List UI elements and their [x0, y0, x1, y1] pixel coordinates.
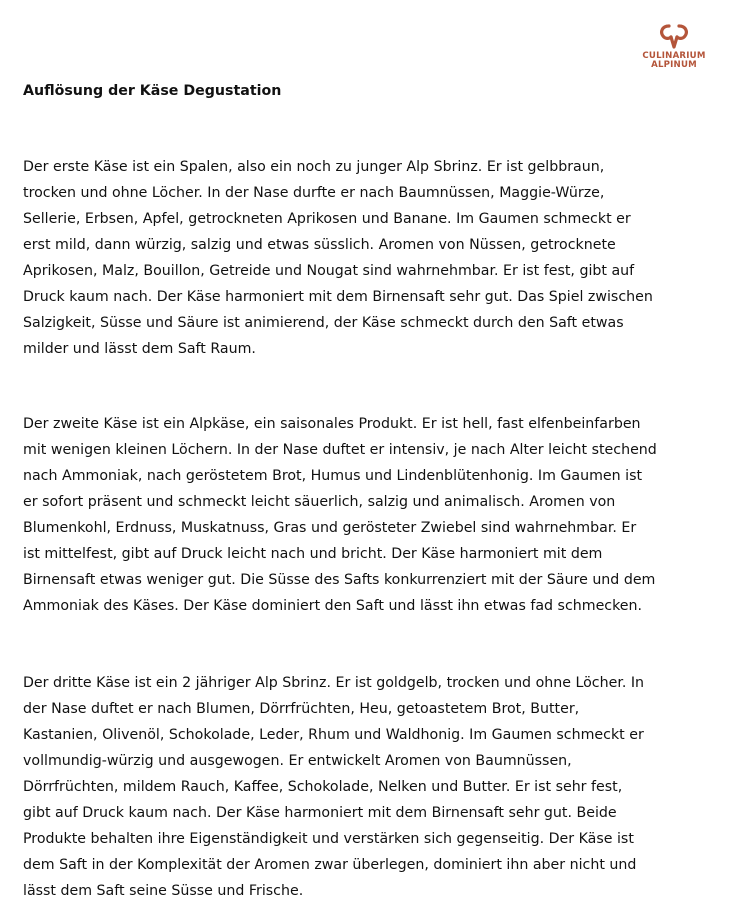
paragraph-third-cheese	[23, 670, 723, 904]
text-line: Sellerie, Erbsen, Apfel, getrockneten Aprikosen und Banane. Im Gaumen schmeckt er	[23, 211, 631, 227]
paragraph-second-cheese	[23, 411, 723, 619]
text-line: er sofort präsent und schmeckt leicht säuerlich, salzig und animalisch. Aromen von	[23, 494, 616, 510]
text-line: nach Ammoniak, nach geröstetem Brot, Humus und Lindenblütenhonig. Im Gaumen ist	[23, 468, 643, 484]
logo-wordmark	[642, 52, 705, 70]
text-line: Druck kaum nach. Der Käse harmoniert mit dem Birnensaft sehr gut. Das Spiel zwischen	[23, 289, 653, 305]
logo-text-line2: ALPINUM	[651, 60, 697, 70]
logo-text-line1: CULINARIUM	[642, 51, 706, 61]
text-line: Der erste Käse ist ein Spalen, also ein noch zu junger Alp Sbrinz. Er ist gelbbraun,	[23, 159, 605, 175]
text-line: ist mittelfest, gibt auf Druck leicht nach und bricht. Der Käse harmoniert mit dem	[23, 546, 603, 562]
paragraph-first-cheese	[23, 154, 723, 362]
page-title: Auflösung der Käse Degustation	[23, 83, 282, 99]
text-line: erst mild, dann würzig, salzig und etwas süsslich. Aromen von Nüssen, getrocknete	[23, 237, 616, 253]
text-line: lässt dem Saft seine Süsse und Frische.	[23, 883, 304, 899]
brand-logo	[636, 22, 712, 70]
text-line: gibt auf Druck kaum nach. Der Käse harmoniert mit dem Birnensaft sehr gut. Beide	[23, 805, 617, 821]
text-line: Salzigkeit, Süsse und Säure ist animierend, der Käse schmeckt durch den Saft etwas	[23, 315, 624, 331]
text-line: dem Saft in der Komplexität der Aromen zwar überlegen, dominiert ihn aber nicht und	[23, 857, 637, 873]
text-line: Der dritte Käse ist ein 2 jähriger Alp Sbrinz. Er ist goldgelb, trocken und ohne Löcher. In	[23, 675, 645, 691]
culinarium-alpinum-logo-icon	[657, 22, 691, 50]
text-line: Kastanien, Olivenöl, Schokolade, Leder, Rhum und Waldhonig. Im Gaumen schmeckt er	[23, 727, 644, 743]
text-line: Produkte behalten ihre Eigenständigkeit und verstärken sich gegenseitig. Der Käse ist	[23, 831, 634, 847]
text-line: mit wenigen kleinen Löchern. In der Nase duftet er intensiv, je nach Alter leicht stechend	[23, 442, 657, 458]
text-line: trocken und ohne Löcher. In der Nase durfte er nach Baumnüssen, Maggie-Würze,	[23, 185, 605, 201]
text-line: Ammoniak des Käses. Der Käse dominiert den Saft und lässt ihn etwas fad schmecken.	[23, 598, 643, 614]
text-line: Blumenkohl, Erdnuss, Muskatnuss, Gras und gerösteter Zwiebel sind wahrnehmbar. Er	[23, 520, 637, 536]
text-line: Dörrfrüchten, mildem Rauch, Kaffee, Schokolade, Nelken und Butter. Er ist sehr fest,	[23, 779, 623, 795]
text-line: Birnensaft etwas weniger gut. Die Süsse des Safts konkurrenziert mit der Säure und dem	[23, 572, 656, 588]
text-line: Aprikosen, Malz, Bouillon, Getreide und Nougat sind wahrnehmbar. Er ist fest, gibt auf	[23, 263, 635, 279]
text-line: Der zweite Käse ist ein Alpkäse, ein saisonales Produkt. Er ist hell, fast elfenbeinfarben	[23, 416, 641, 432]
text-line: der Nase duftet er nach Blumen, Dörrfrüchten, Heu, getoastetem Brot, Butter,	[23, 701, 580, 717]
text-line: vollmundig-würzig und ausgewogen. Er entwickelt Aromen von Baumnüssen,	[23, 753, 572, 769]
text-line: milder und lässt dem Saft Raum.	[23, 341, 256, 357]
